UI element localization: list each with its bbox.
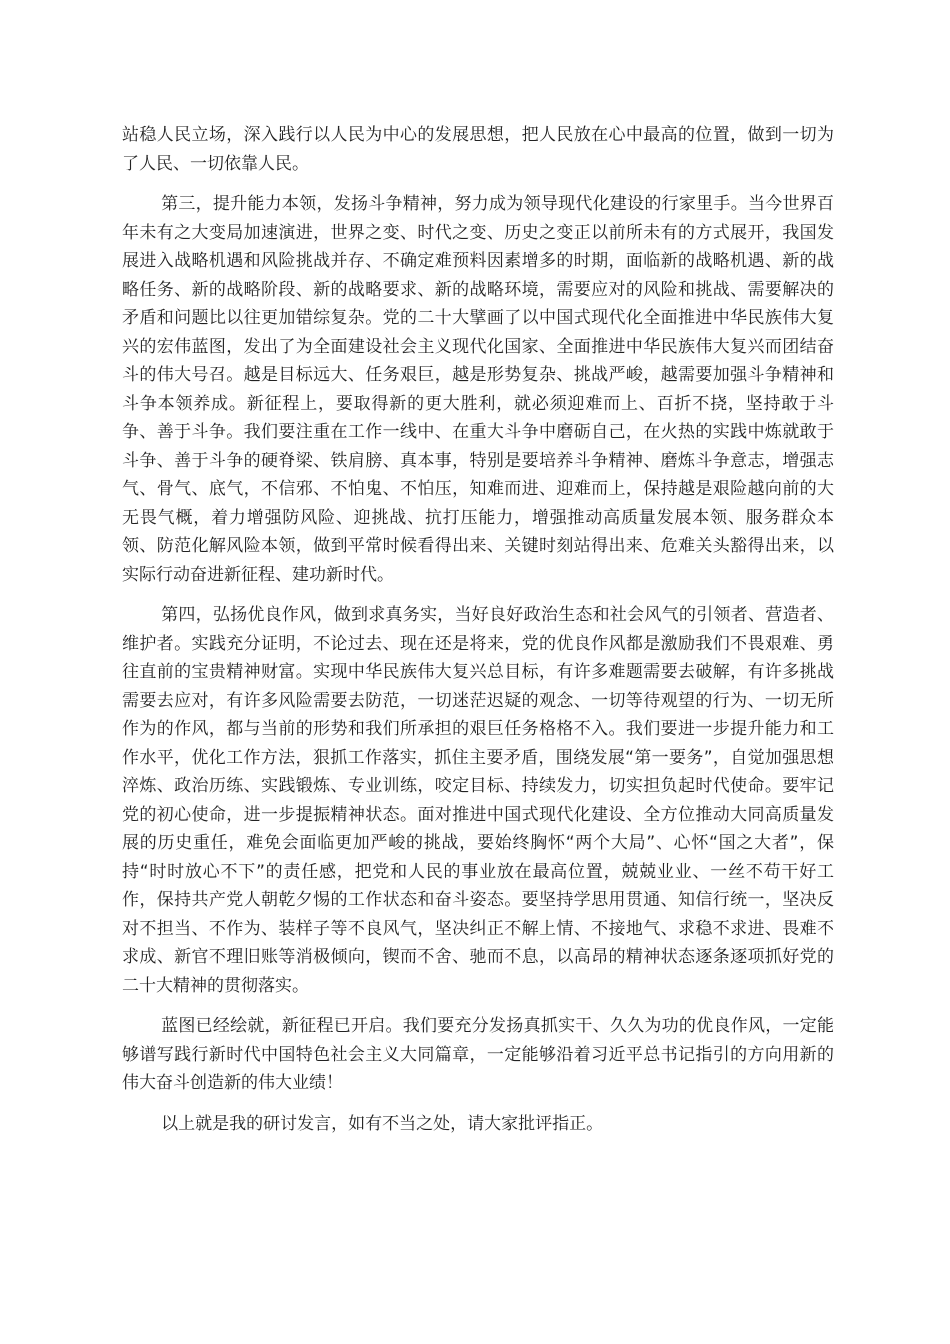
paragraph-closing-remark: 以上就是我的研讨发言，如有不当之处，请大家批评指正。 — [161, 1113, 604, 1134]
paragraph-conclusion: 蓝图已经绘就，新征程已开启。我们要充分发扬真抓实干、久久为功的优良作风，一定能够谱写践行新时代中国特色社会主义大同篇章，一定能够沿着习近平总书记指引的方向用新的伟大奋斗创造新的伟大业绩！ — [122, 1016, 834, 1093]
document-body — [122, 121, 834, 1150]
paragraph-third-point: 第三，提升能力本领，发扬斗争精神，努力成为领导现代化建设的行家里手。当今世界百年未有之大变局加速演进，世界之变、时代之变、历史之变正以前所未有的方式展开，我国发展进入战略机遇和风险挑战并存、不确定难预料因素增多的时期，面临新的战略机遇、新的战略任务、新的战略阶段、新的战略要求、新的战略环境，需要应对的风险和挑战、需要解决的矛盾和问题比以往更加错综复杂。党的二十大擘画了以中国式现代化全面推进中华民族伟大复兴的宏伟蓝图，发出了为全面建设社会主义现代化国家、全面推进中华民族伟大复兴而团结奋斗的伟大号召。越是目标远大、任务艰巨，越是形势复杂、挑战严峻，越需要加强斗争精神和斗争本领养成。新征程上，要取得新的更大胜利，就必须迎难而上、百折不挠，坚持敢于斗争、善于斗争。我们要注重在工作一线中、在重大斗争中磨砺自己，在火热的实践中炼就敢于斗争、善于斗争的硬脊梁、铁肩膀、真本事，特别是要培养斗争精神、磨炼斗争意志，增强志气、骨气、底气，不信邪、不怕鬼、不怕压，知难而进、迎难而上，保持越是艰险越向前的大无畏气概，着力增强防风险、迎挑战、抗打压能力，增强推动高质量发展本领、服务群众本领、防范化解风险本领，做到平常时候看得出来、关键时刻站得出来、危难关头豁得出来，以实际行动奋进新征程、建功新时代。 — [122, 194, 834, 585]
paragraph-fourth-point: 第四，弘扬优良作风，做到求真务实，当好良好政治生态和社会风气的引领者、营造者、维护者。实践充分证明，不论过去、现在还是将来，党的优良作风都是激励我们不畏艰难、勇往直前的宝贵精神财富。实现中华民族伟大复兴总目标，有许多难题需要去破解，有许多挑战需要去应对，有许多风险需要去防范，一切迷茫迟疑的观念、一切等待观望的行为、一切无所作为的作风，都与当前的形势和我们所承担的艰巨任务格格不入。我们要进一步提升能力和工作水平，优化工作方法，狠抓工作落实，抓住主要矛盾，围绕发展“第一要务”，自觉加强思想淬炼、政治历练、实践锻炼、专业训练，咬定目标、持续发力，切实担负起时代使命。要牢记党的初心使命，进一步提振精神状态。面对推进中国式现代化建设、全方位推动大同高质量发展的历史重任，难免会面临更加严峻的挑战，要始终胸怀“两个大局”、心怀“国之大者”，保持“时时放心不下”的责任感，把党和人民的事业放在最高位置，兢兢业业、一丝不苟干好工作，保持共产党人朝乾夕惕的工作状态和奋斗姿态。要坚持学思用贯通、知信行统一，坚决反对不担当、不作为、装样子等不良风气，坚决纠正不解上情、不接地气、求稳不求进、畏难不求成、新官不理旧账等消极倾向，锲而不舍、驰而不息，以高昂的精神状态逐条逐项抓好党的二十大精神的贯彻落实。 — [122, 605, 834, 996]
paragraph-continuation: 站稳人民立场，深入践行以人民为中心的发展思想，把人民放在心中最高的位置，做到一切为了人民、一切依靠人民。 — [122, 125, 834, 174]
